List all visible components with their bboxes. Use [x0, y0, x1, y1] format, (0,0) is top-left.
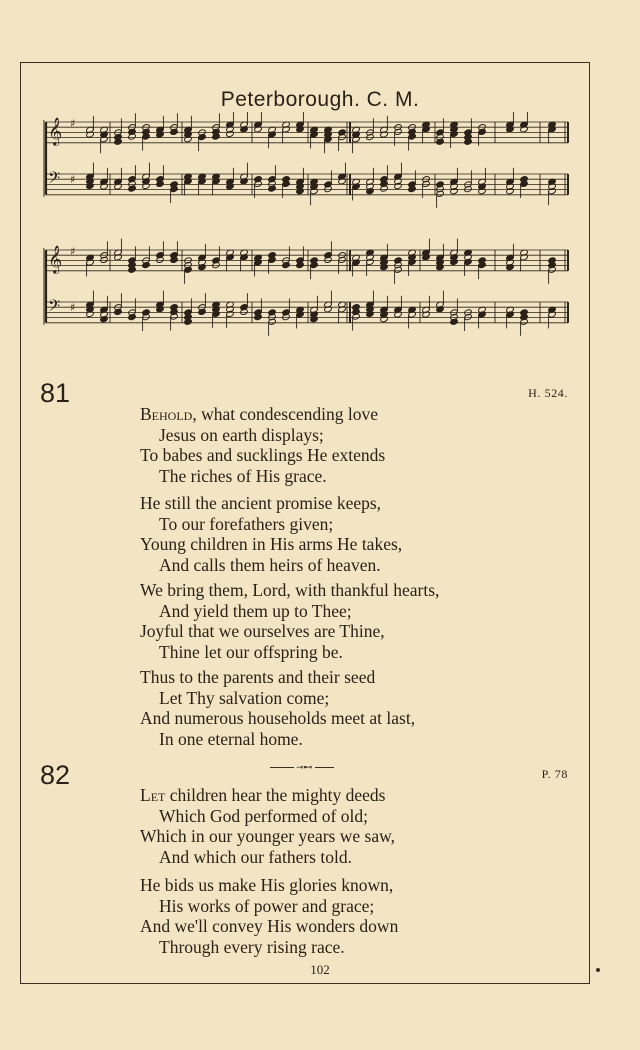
hymn-ref-81: H. 524.	[528, 386, 568, 400]
verse-line: And numerous households meet at last,	[140, 708, 416, 728]
page-mark	[596, 968, 600, 972]
bass-clef-icon: 𝄢	[48, 297, 61, 319]
verse-line: Through every rising race.	[159, 936, 345, 957]
verse-line: And we'll convey His wonders down	[140, 916, 399, 936]
verse-line: To babes and sucklings He extends	[140, 445, 386, 465]
separator-ornament-icon: ⊸⊷	[296, 762, 313, 772]
tune-title: Peterborough. C. M.	[220, 88, 420, 111]
hymn-81-stanza-3	[140, 580, 439, 662]
key-signature-sharp-icon: ♯	[70, 173, 76, 186]
verse-line: He still the ancient promise keeps,	[140, 493, 382, 513]
verse-line: Which in our younger years we saw,	[140, 826, 395, 846]
verse-line: To our forefathers given;	[159, 513, 334, 534]
key-signature-sharp-icon: ♯	[70, 301, 76, 314]
verse-line: In one eternal home.	[159, 728, 303, 749]
verse-line: Jesus on earth displays;	[159, 424, 324, 445]
verse-line: Joyful that we ourselves are Thine,	[140, 621, 385, 641]
verse-line: He bids us make His glories known,	[140, 875, 394, 895]
verse-line: Thus to the parents and their seed	[140, 667, 376, 687]
first-word: Let	[140, 785, 166, 805]
verse-line: The riches of His grace.	[159, 465, 327, 486]
verse-line: And which our fathers told.	[159, 846, 352, 867]
verse-line: And yield them up to Thee;	[159, 600, 352, 621]
verse-line: His works of power and grace;	[159, 895, 375, 916]
treble-clef-icon: 𝄞	[48, 245, 63, 273]
verse-line: Thine let our offspring be.	[159, 641, 343, 662]
key-signature-sharp-icon: ♯	[70, 117, 76, 130]
hymn-81-stanza-4	[140, 667, 415, 749]
hymn-81-stanza-1	[140, 404, 385, 486]
hymn-82-stanza-1	[140, 785, 395, 867]
verse-line: We bring them, Lord, with thankful hearts,	[140, 580, 440, 600]
bass-clef-icon: 𝄢	[48, 169, 61, 191]
hymn-82-stanza-2	[140, 875, 398, 957]
verse-line: what condescending love	[196, 404, 378, 424]
hymn-number-81: 81	[40, 378, 71, 408]
treble-clef-icon: 𝄞	[48, 117, 63, 145]
key-signature-sharp-icon: ♯	[70, 245, 76, 258]
music-score	[40, 112, 576, 367]
verse-line: children hear the mighty deeds	[165, 785, 386, 805]
verse-line: Young children in His arms He takes,	[140, 534, 403, 554]
hymn-number-82: 82	[40, 760, 71, 790]
verse-line: Which God performed of old;	[159, 805, 368, 826]
hymn-ref-82: P. 78	[541, 767, 568, 781]
hymn-81-stanza-2	[140, 493, 402, 575]
verse-line: And calls them heirs of heaven.	[159, 554, 381, 575]
verse-line: Let Thy salvation come;	[159, 687, 330, 708]
page-number: 102	[310, 962, 330, 977]
first-word: Behold,	[140, 404, 197, 424]
